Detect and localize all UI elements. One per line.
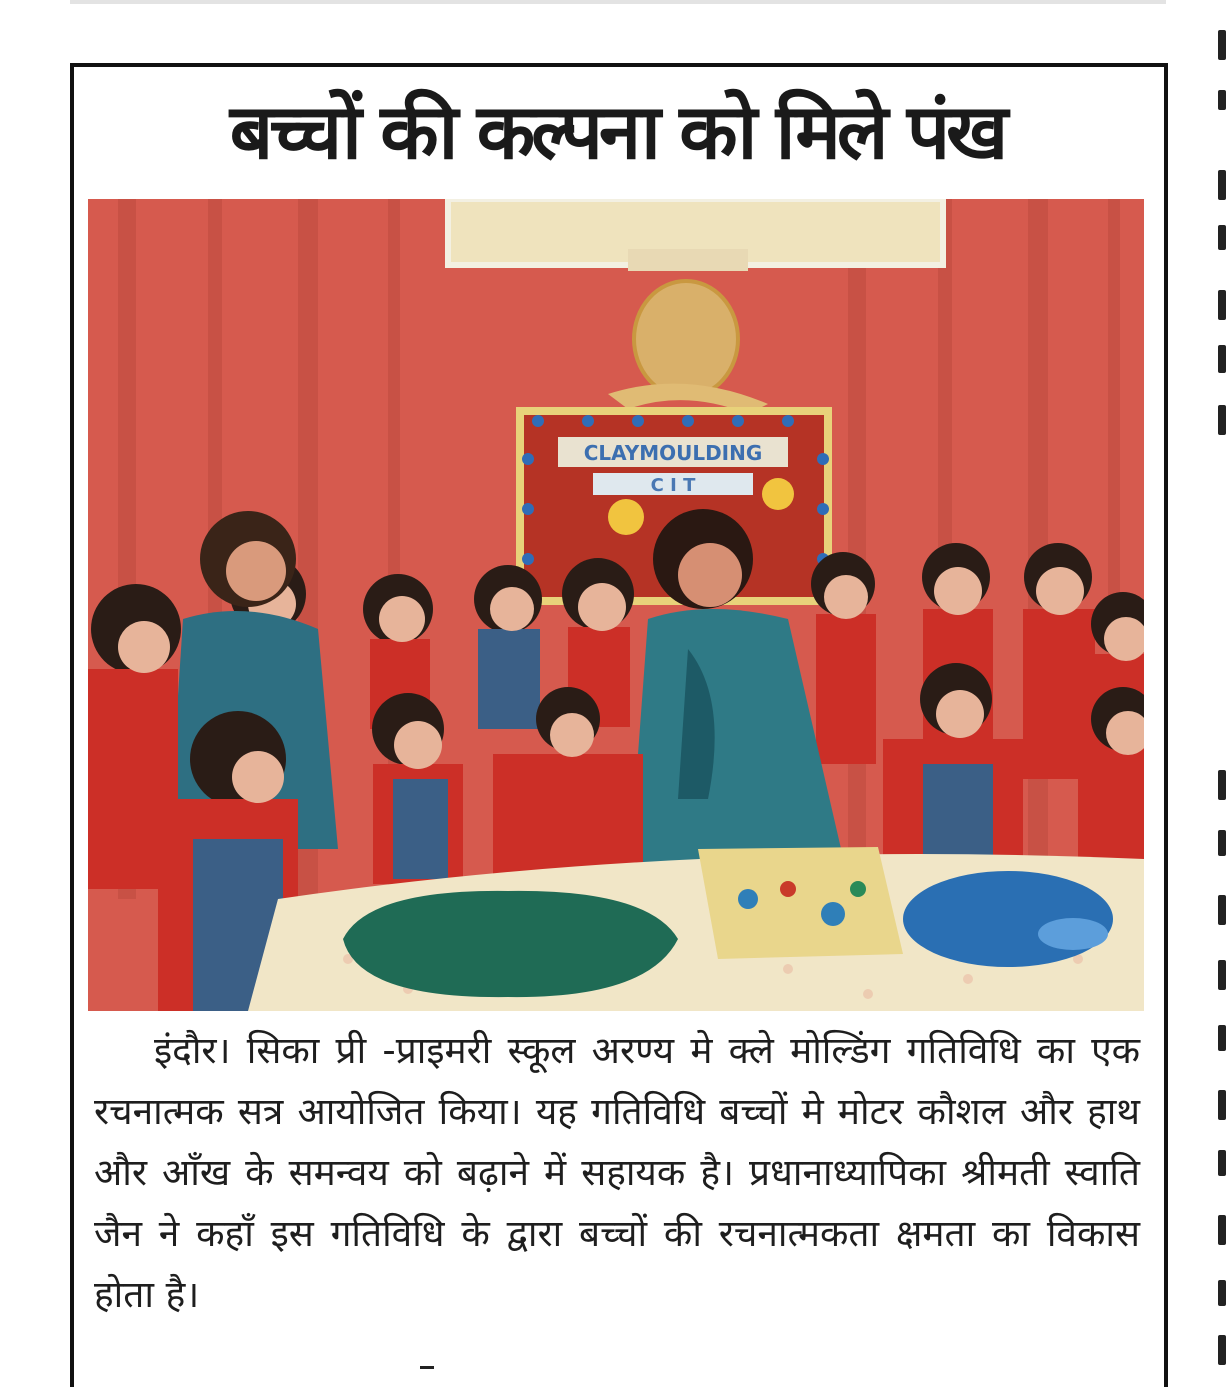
board-title: CLAYMOULDING xyxy=(583,441,763,465)
blue-mat-highlight xyxy=(1038,918,1108,950)
article-body xyxy=(94,1020,1140,1325)
gold-emblem xyxy=(634,281,738,397)
yellow-clay-mat xyxy=(698,847,903,959)
article-body-paragraph: इंदौर। सिका प्री -प्राइमरी स्कूल अरण्य मे क्ले मोल्डिंग गतिविधि का एक रचनात्मक सत्र आयोजित किया। यह गतिविधि बच्चों मे मोटर कौशल और हाथ और आँख के समन्वय को बढ़ाने में सहायक है। प्रधानाध्यापिका श्रीमती स्वाति जैन ने कहाँ इस गतिविधि के द्वारा बच्चों की रचनात्मकता क्षमता का विकास होता है। xyxy=(94,1029,1140,1316)
banner-tag xyxy=(628,249,748,271)
article-headline: बच्चों की कल्पना को मिले पंख xyxy=(229,87,1005,176)
bottom-mark xyxy=(420,1366,434,1369)
page-top-rule xyxy=(70,0,1166,4)
board-subtitle: C I T xyxy=(650,475,696,496)
board-sun-right xyxy=(762,478,794,510)
board-sun-left xyxy=(608,499,644,535)
article-photo xyxy=(88,199,1144,1011)
adjacent-column-edge xyxy=(1212,0,1231,1373)
